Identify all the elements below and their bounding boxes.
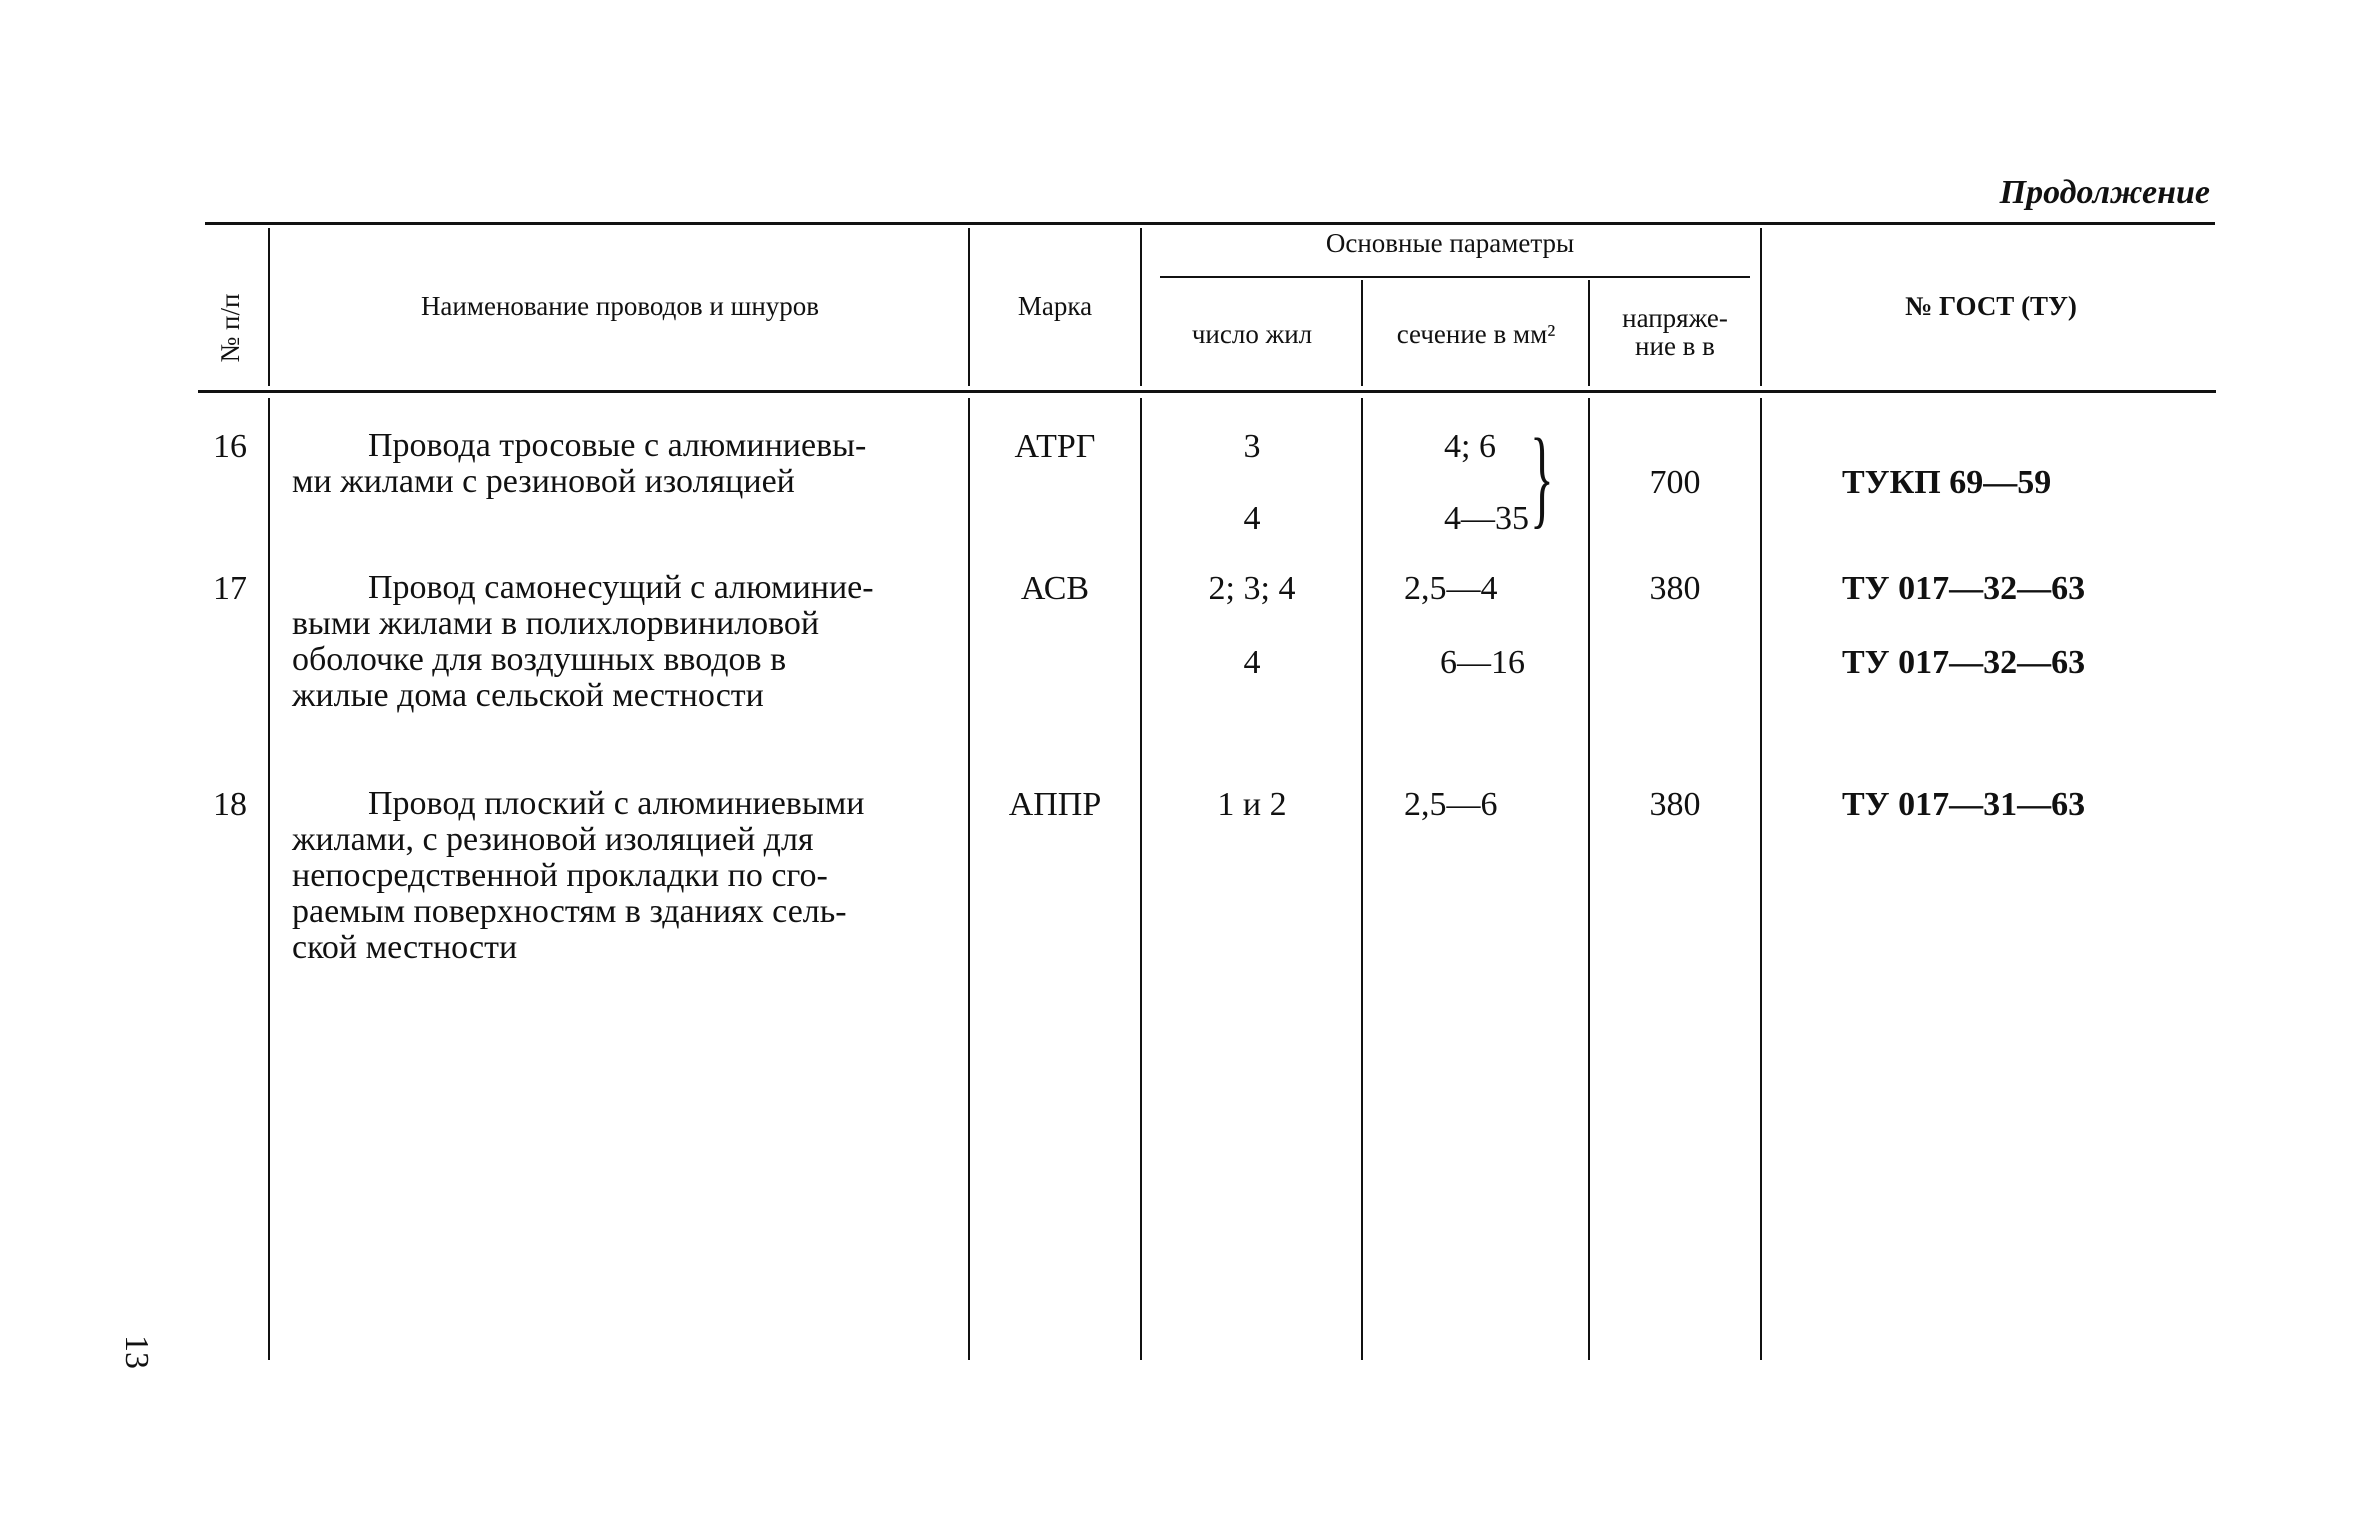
col-divider [1588, 280, 1590, 386]
col-divider [1760, 398, 1762, 1360]
row-description [292, 570, 950, 714]
description-line: жилые дома сельской местности [292, 677, 764, 714]
row-gost: ТУ 017—32—63 [1842, 644, 2086, 681]
row-number: 16 [213, 428, 247, 465]
row-number: 18 [213, 786, 247, 823]
description-line: раемым поверхностям в зданиях сель- [292, 893, 847, 930]
row-cores: 4 [1243, 644, 1261, 681]
header-name: Наименование проводов и шнуров [420, 291, 820, 321]
row-mark: АСВ [1020, 570, 1090, 607]
row-mark: АТРГ [1014, 428, 1096, 465]
description-line: непосредственной прокладки по сго- [292, 857, 828, 894]
header-bottom-rule [198, 390, 2216, 393]
row-gost: ТУ 017—32—63 [1842, 570, 2086, 607]
page-number: 13 [118, 1335, 155, 1369]
col-divider [1140, 228, 1142, 386]
description-line: выми жилами в полихлорвиниловой [292, 605, 820, 642]
description-line: оболочке для воздушных вводов в [292, 641, 787, 678]
right-brace: } [1530, 416, 1554, 538]
col-divider [1140, 398, 1142, 1360]
row-number: 17 [213, 570, 247, 607]
row-description [292, 428, 950, 500]
row-gost: ТУКП 69—59 [1842, 464, 2052, 501]
description-line: Провод самонесущий с алюминие- [368, 569, 874, 606]
row-section: 4—35 [1444, 500, 1529, 537]
header-mark: Марка [1017, 291, 1093, 321]
table-top-rule [205, 222, 2215, 225]
col-divider [1760, 228, 1762, 386]
continuation-label: Продолжение [1999, 174, 2210, 211]
row-description [292, 786, 950, 966]
row-cores: 4 [1243, 500, 1261, 537]
row-mark: АППР [1008, 786, 1102, 823]
row-voltage: 380 [1649, 786, 1701, 823]
params-group-rule [1160, 276, 1750, 278]
row-voltage: 380 [1649, 570, 1701, 607]
header-cores: число жил [1191, 319, 1313, 349]
row-cores: 3 [1243, 428, 1261, 465]
row-cores: 2; 3; 4 [1208, 570, 1296, 607]
col-divider [268, 228, 270, 386]
col-divider [268, 398, 270, 1360]
description-line: Провод плоский с алюминиевыми [368, 785, 865, 822]
description-line: Провода тросовые с алюминиевы- [368, 427, 867, 464]
header-voltage-line2: ние в в [1635, 331, 1715, 362]
header-params-group: Основные параметры [1325, 228, 1575, 258]
description-line: ми жилами с резиновой изоляцией [292, 463, 795, 500]
header-section: сечение в мм² [1396, 319, 1556, 349]
col-divider [968, 398, 970, 1360]
row-section: 2,5—4 [1404, 570, 1498, 607]
row-section: 6—16 [1440, 644, 1525, 681]
col-divider [1361, 398, 1363, 1360]
col-divider [968, 228, 970, 386]
row-cores: 1 и 2 [1217, 786, 1287, 823]
description-line: ской местности [292, 929, 518, 966]
header-voltage [1592, 304, 1758, 361]
row-section: 4; 6 [1444, 428, 1496, 465]
header-num: № п/п [215, 293, 245, 363]
row-section: 2,5—6 [1404, 786, 1498, 823]
header-voltage-line1: напряже- [1622, 303, 1728, 333]
col-divider [1588, 398, 1590, 1360]
header-gost: № ГОСТ (ТУ) [1905, 291, 2077, 321]
row-voltage: 700 [1649, 464, 1701, 501]
row-gost: ТУ 017—31—63 [1842, 786, 2086, 823]
description-line: жилами, с резиновой изоляцией для [292, 821, 814, 858]
col-divider [1361, 280, 1363, 386]
